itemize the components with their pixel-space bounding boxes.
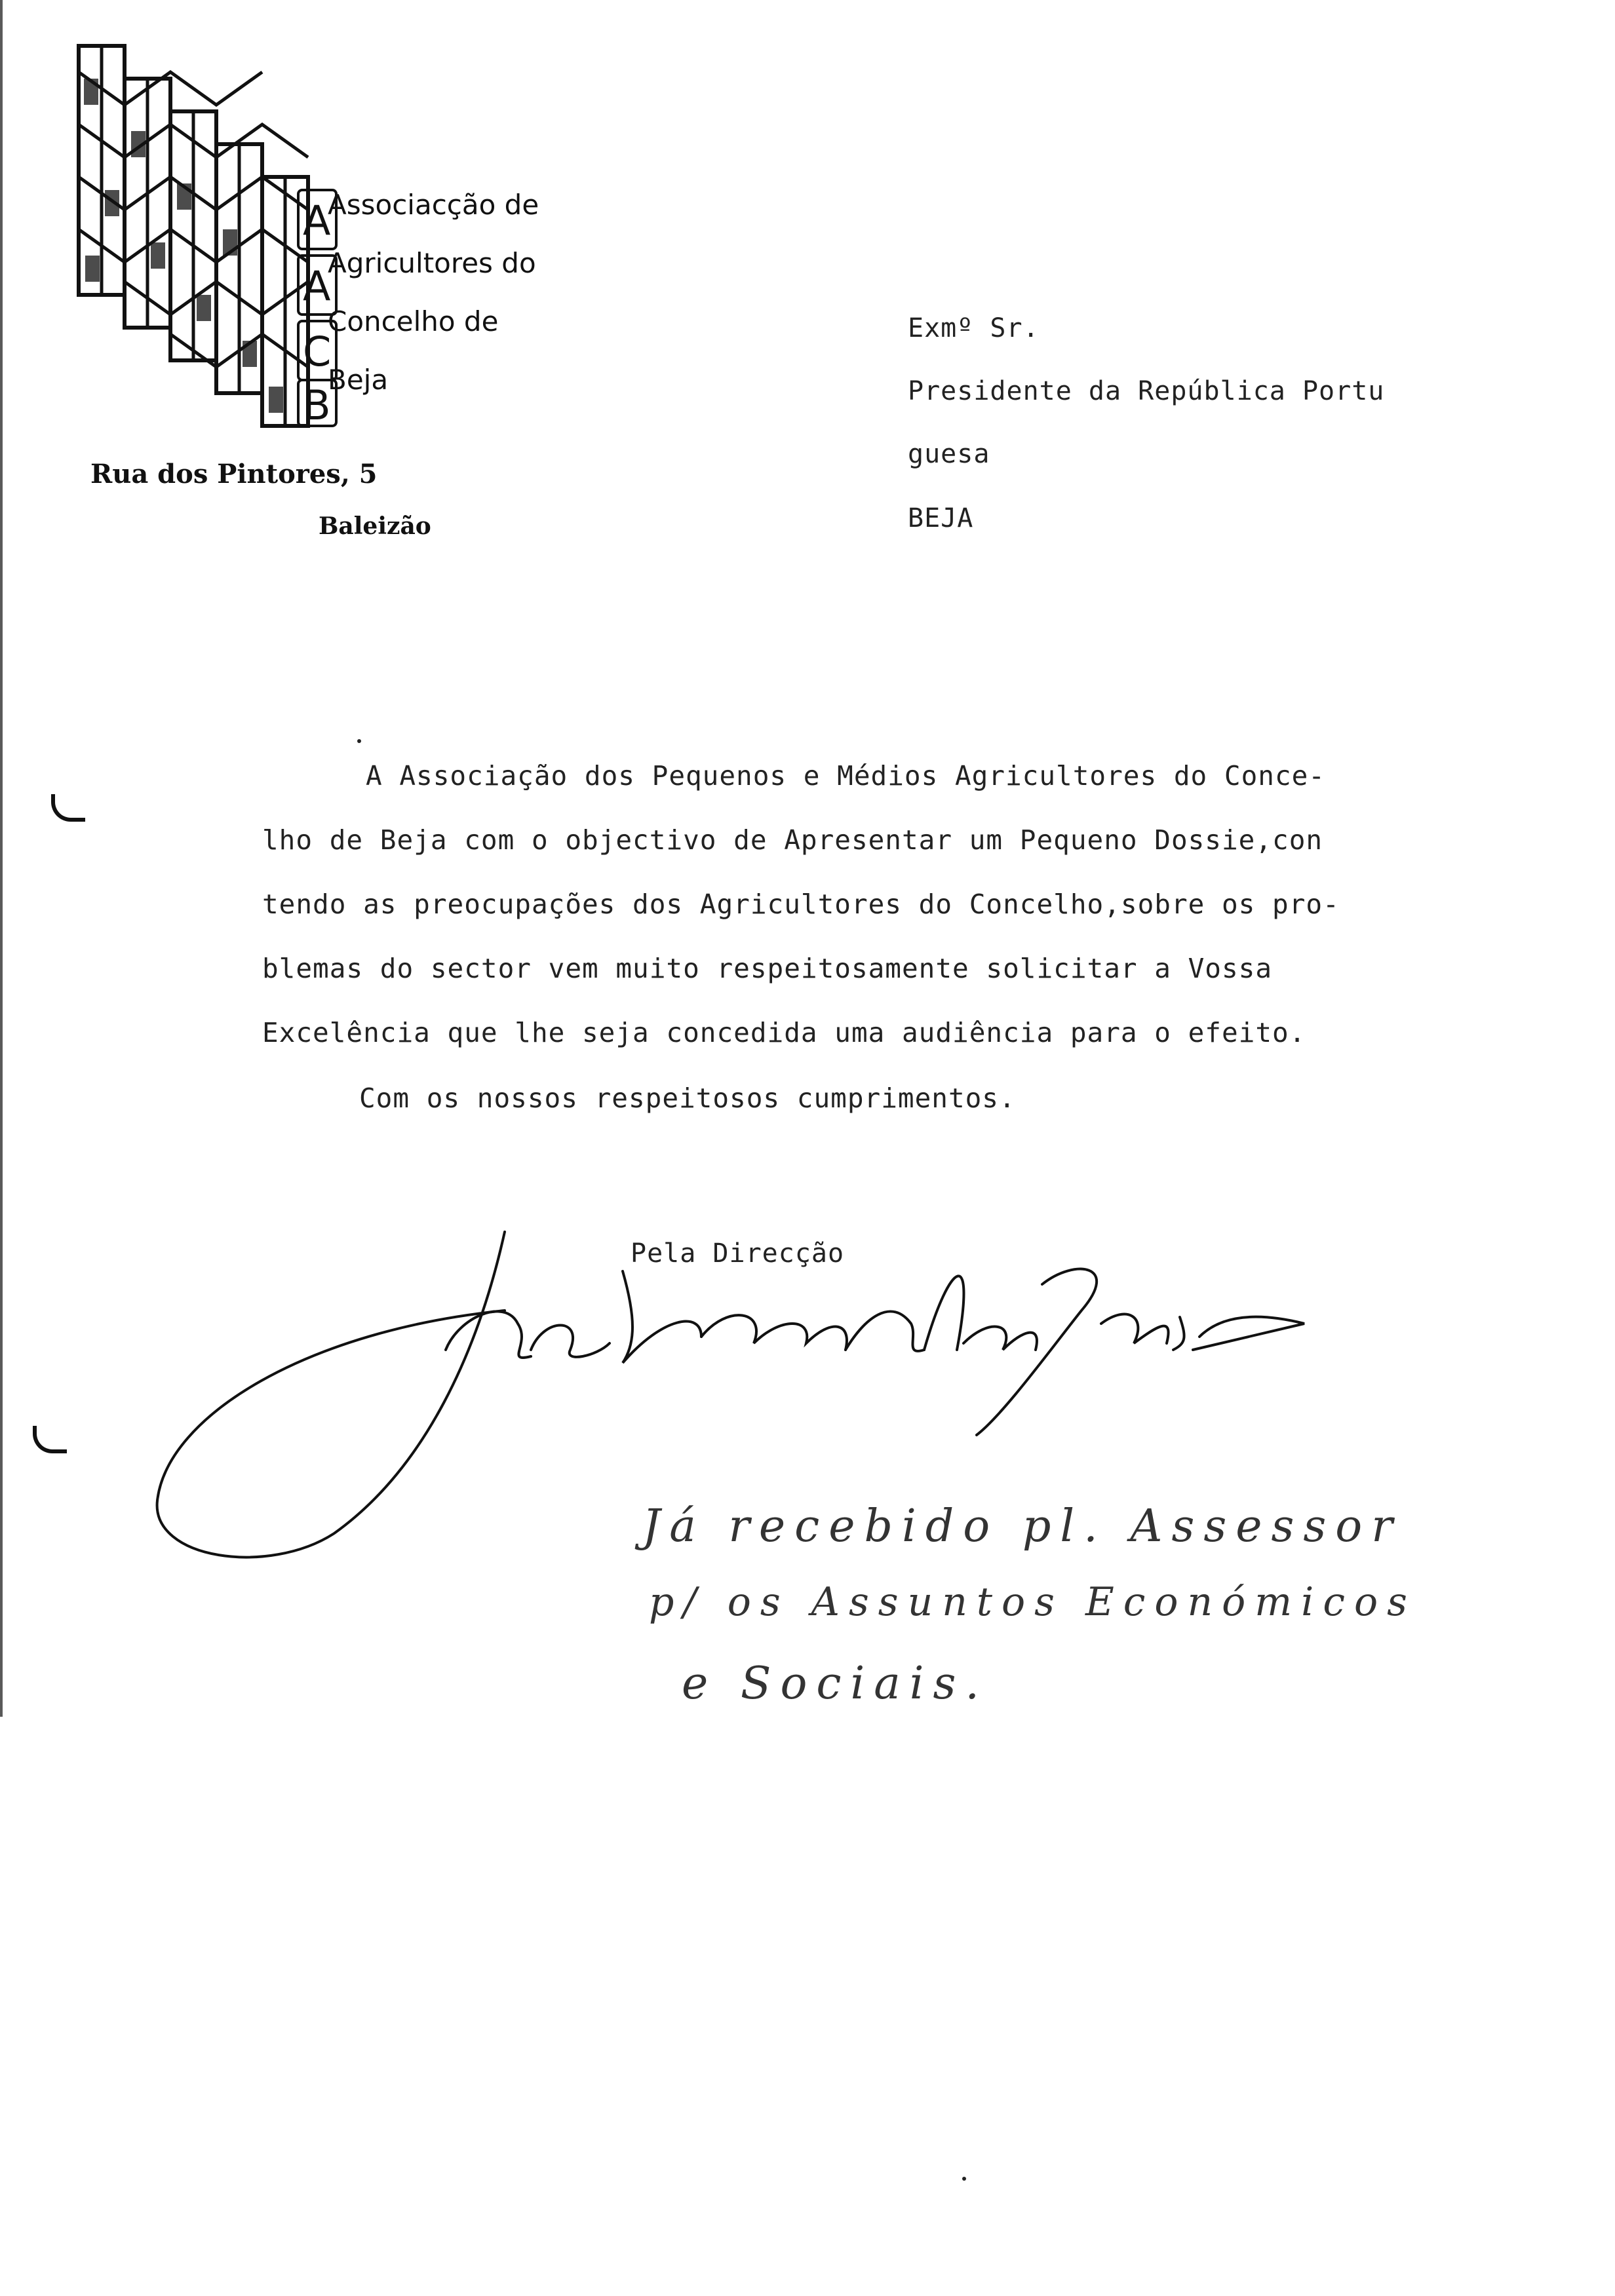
scan-edge-line xyxy=(0,0,3,1717)
association-logo-icon xyxy=(66,33,341,432)
body-line: Com os nossos respeitosos cumprimentos. xyxy=(359,1082,1016,1114)
scan-speck xyxy=(357,739,361,743)
logo-word-line: Associacção de xyxy=(328,189,539,221)
logo-wordmark xyxy=(328,176,539,409)
body-line: blemas do sector vem muito respeitosamente solicitar a Vossa xyxy=(262,953,1273,984)
svg-text:B: B xyxy=(303,381,331,429)
margin-mark xyxy=(33,1426,67,1453)
body-line: A Associação dos Pequenos e Médios Agricultores do Conce- xyxy=(366,760,1325,792)
annotation-line: e Sociais. xyxy=(682,1658,989,1710)
recipient-line: Presidente da República Portu xyxy=(908,376,1385,406)
body-line: lho de Beja com o objectivo de Apresentar um Pequeno Dossie,con xyxy=(262,824,1323,856)
sender-street: Rua dos Pintores, 5 xyxy=(90,459,378,489)
logo-word-line: Concelho de xyxy=(328,305,499,337)
svg-text:C: C xyxy=(303,328,332,375)
recipient-salutation: Exmº Sr. xyxy=(908,313,1040,343)
logo-word-line: Beja xyxy=(328,364,389,396)
body-line: tendo as preocupações dos Agricultores do Concelho,sobre os pro- xyxy=(262,889,1340,920)
recipient-line: guesa xyxy=(908,439,990,469)
annotation-line: Já recebido pl. Assessor xyxy=(642,1501,1402,1552)
margin-mark xyxy=(51,794,85,822)
closing-label: Pela Direcção xyxy=(631,1238,845,1269)
sender-town: Baleizão xyxy=(319,512,431,540)
recipient-city: BEJA xyxy=(908,503,974,533)
logo-word-line: Agricultores do xyxy=(328,247,536,279)
scan-speck xyxy=(962,2177,966,2181)
body-line: Excelência que lhe seja concedida uma audiência para o efeito. xyxy=(262,1017,1306,1048)
svg-text:A: A xyxy=(303,262,331,310)
annotation-line: p/ os Assuntos Económicos xyxy=(649,1579,1416,1625)
svg-text:A: A xyxy=(303,197,331,244)
